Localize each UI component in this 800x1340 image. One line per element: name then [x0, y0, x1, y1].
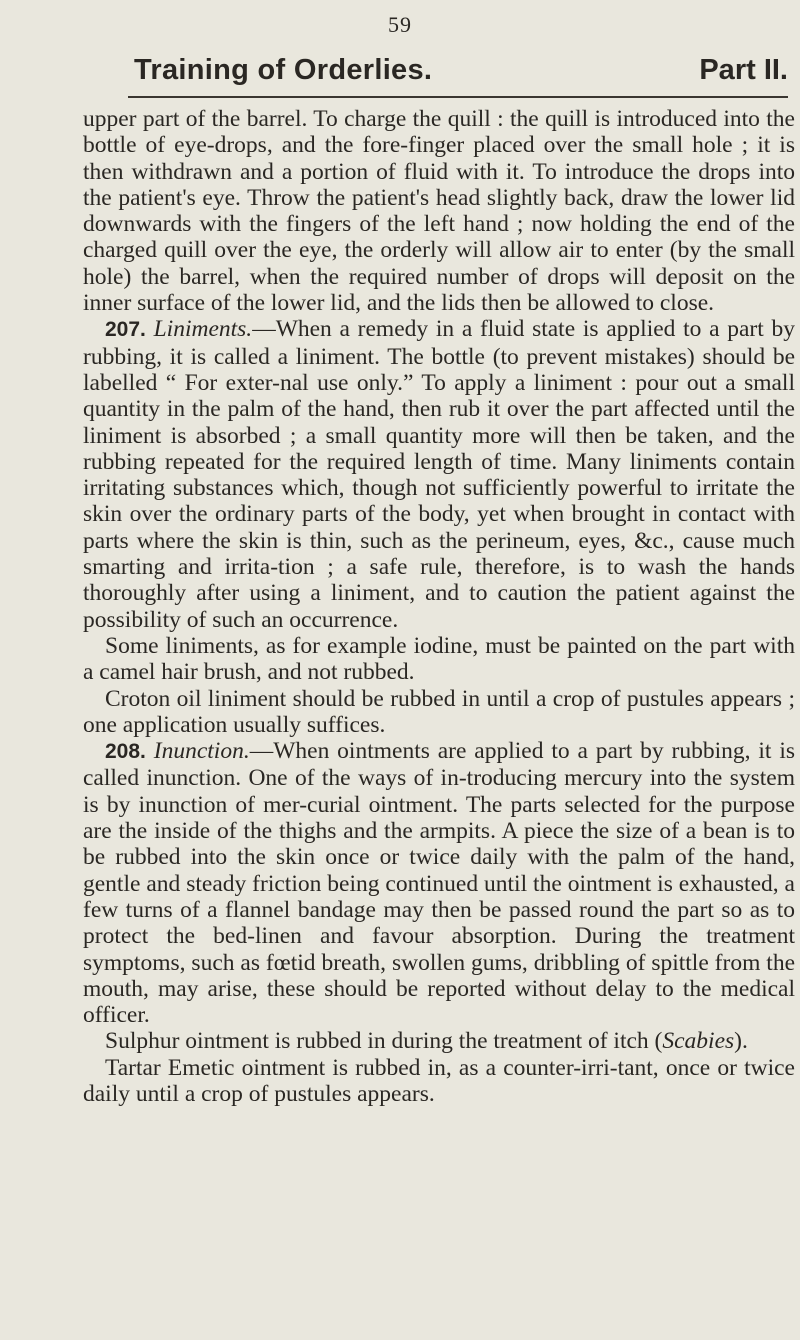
paragraph-continued: upper part of the barrel. To charge the quill : the quill is introduced into the bottle of eye-drops, and the fore-finger placed over the small hole ; it is then withdrawn and a portion of fluid with it. To introduce the drops into the patient's eye. Throw the patient's head slightly back, draw the lower lid downwards with the fingers of the left hand ; now holding the end of the charged quill over the eye, the orderly will allow air to enter (by the small hole) the barrel, when the required number of drops will deposit on the inner surface of the lower lid, and the lids then be allowed to close. — [83, 106, 795, 317]
running-head — [134, 54, 788, 98]
section-number-207: 207. — [105, 318, 146, 342]
sulphur-text-post: ). — [734, 1028, 748, 1055]
section-text-liniments: —When a remedy in a fluid state is applied to a part by rubbing, it is called a liniment. The bottle (to prevent mistakes) should be labelled “ For exter-nal use only.” To apply a liniment : pour out a small quantity in the palm of the hand, then rub it over the part affected until the liniment is absorbed ; a small quantity more will then be taken, and the rubbing repeated for the required length of time. Many liniments contain irritating substances which, though not sufficiently powerful to irritate the skin over the ordinary parts of the body, yet when brought in contact with parts where the skin is thin, such as the perineum, eyes, &c., cause much smarting and irrita-tion ; a safe rule, therefore, is to wash the hands thoroughly after using a liniment, and to caution the patient against the possibility of such an occurrence. — [83, 316, 795, 633]
sulphur-text-scabies: Scabies — [662, 1028, 735, 1055]
paragraph-tartar: Tartar Emetic ointment is rubbed in, as a counter-irri-tant, once or twice daily until a crop of pustules appears. — [83, 1054, 795, 1107]
section-title-liniments: Liniments. — [153, 316, 253, 343]
paragraph-208 — [83, 738, 795, 1028]
section-number-208: 208. — [105, 740, 146, 764]
paragraph-207 — [83, 316, 795, 633]
paragraph-croton: Croton oil liniment should be rubbed in until a crop of pustules appears ; one application usually suffices. — [83, 685, 795, 738]
sulphur-text-pre: Sulphur ointment is rubbed in during the treatment of itch ( — [105, 1028, 663, 1055]
part-label: Part II. — [699, 54, 788, 86]
page-number: 59 — [388, 12, 412, 37]
header-rule — [128, 96, 788, 98]
section-title-inunction: Inunction. — [153, 738, 250, 765]
section-text-inunction: —When ointments are applied to a part by rubbing, it is called inunction. One of the ways of in-troducing mercury into the system is by inunction of mer-curial ointment. The parts selected for the purpose are the inside of the thighs and the armpits. A piece the size of a bean is to be rubbed into the skin once or twice daily with the palm of the hand, gentle and steady friction being continued until the ointment is exhausted, a few turns of a flannel bandage may then be passed round the part so as to protect the bed-linen and favour absorption. During the treatment symptoms, such as fœtid breath, swollen gums, dribbling of spittle from the mouth, may arise, these should be reported without delay to the medical officer. — [83, 738, 795, 1029]
body-text — [83, 106, 795, 1107]
paragraph-sulphur — [83, 1028, 795, 1054]
running-title: Training of Orderlies. — [134, 54, 433, 86]
paragraph-iodine: Some liniments, as for example iodine, must be painted on the part with a camel hair brush, and not rubbed. — [83, 632, 795, 686]
